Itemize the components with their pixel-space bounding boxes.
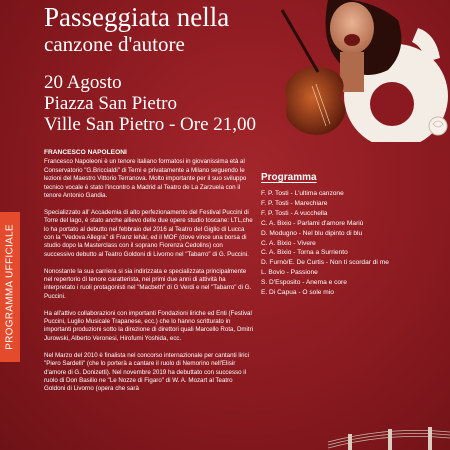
programma-item: L. Bovio - Passione bbox=[261, 269, 318, 277]
title-line-1: Passeggiata nella bbox=[44, 2, 230, 32]
rose bbox=[429, 117, 447, 135]
programma-heading: Programma bbox=[261, 172, 317, 183]
title-line-2: canzone d'autore bbox=[44, 32, 185, 56]
side-tab-label: PROGRAMMA UFFICIALE bbox=[4, 224, 16, 350]
programma-item: F. P. Tosti - A vucchella bbox=[261, 209, 328, 217]
programma-item: F. P. Tosti - L'ultima canzone bbox=[261, 190, 344, 197]
programma-section bbox=[261, 172, 441, 298]
programma-list bbox=[261, 189, 441, 298]
instrument-strings-decoration bbox=[328, 420, 450, 450]
bio-heading: FRANCESCO NAPOLEONI bbox=[44, 149, 127, 156]
singer-face bbox=[330, 2, 374, 54]
singer-cello-illustration bbox=[268, 0, 450, 142]
programma-item: D. Modugno - Nel blu dipinto di blu bbox=[261, 229, 363, 237]
event-date: 20 Agosto bbox=[44, 72, 122, 93]
programma-item: C. A. Bixio - Torna a Surriento bbox=[261, 249, 348, 257]
event-location-time: Ville San Pietro - Ore 21,00 bbox=[44, 114, 257, 135]
programma-item: F. P. Tosti - Marechiare bbox=[261, 199, 328, 207]
bio-paragraph: Nonostante la sua carriera si sia indirizzata e specializzata principalmente nel repertorio di tenore caratterista, nei primi due anni di attività ha interpretato i ruoli protagonisti nel "Macbeth" di G Verdi e nel "Tabarro" di G. Puccini. bbox=[44, 267, 252, 300]
event-place: Piazza San Pietro bbox=[44, 93, 177, 114]
side-tab bbox=[0, 212, 20, 362]
bio-paragraph: Ha all'attivo collaborazioni con importanti Fondazioni liriche ed Enti (Festival Puccini, Luglio Musicale Trapanese, ecc.) che lo hanno scritturato in importanti produzioni sotto la direzione di direttori quali Marcello Rota, Dmitri Jurowski, Alberto Veronesi, Hirofumi Yoshida, ecc. bbox=[44, 309, 254, 342]
event-info bbox=[44, 72, 256, 135]
programma-item: C. A. Bixio - Parlami d'amore Mariù bbox=[261, 219, 364, 227]
bio-section bbox=[44, 149, 254, 402]
poster-title bbox=[44, 4, 229, 55]
programma-item: D. Furnò/E. De Curtis - Non ti scordar di me bbox=[261, 259, 389, 267]
programma-item: S. D'Esposito - Anema e core bbox=[261, 279, 347, 287]
cello-body bbox=[286, 66, 346, 134]
bio-paragraph: Nel Marzo del 2010 è finalista nel concorso internazionale per cantanti lirici "Piero Sardelli" (che lo porterà a cantare il ruolo di Nemorino nell'Elisir d'amore di G. Donizetti). Nel novembre 2019 ha debuttato con successo il ruolo di Don Basilio ne "Le Nozze di Figaro" di W. A. Mozart al Teatro Goldoni di Livorno (opera che sarà bbox=[44, 351, 249, 393]
bio-paragraph: Specializzato all' Accademia di alto perfezionamento del Festival Puccini di Torre del lago, è stato anche allievo delle due opere studio toscane: LTL,che lo ha portato al debutto nel febbraio del 2016 al Teatro del Giglio di Lucca con la "Vedova Allegra" di Franz lehàr, ed il MOF (dove vince una borsa di studio dopo la Masterclass con il soprano Fiorenza Cedolins) con successivo debutto al Teatro Goldoni di Livorno nel "Tabarro" di G. Puccini. bbox=[44, 208, 253, 258]
programma-item: E. Di Capua - O sole mio bbox=[261, 289, 334, 297]
bio-paragraph: Francesco Napoleoni è un tenore italiano formatosi in giovanissima età al Conservatorio "G.Briccialdi" di Terni e privatamente a Milano seguendo le lezioni del Maestro Vittorio Terranova. Molto importante per il suo sviluppo tecnico vocale è stato l'incontro a Madrid al Teatro de La Zarzuela con il tenore Antonio Gandia. bbox=[44, 158, 247, 200]
programma-item: C. A. Bixio - Vivere bbox=[261, 239, 316, 247]
